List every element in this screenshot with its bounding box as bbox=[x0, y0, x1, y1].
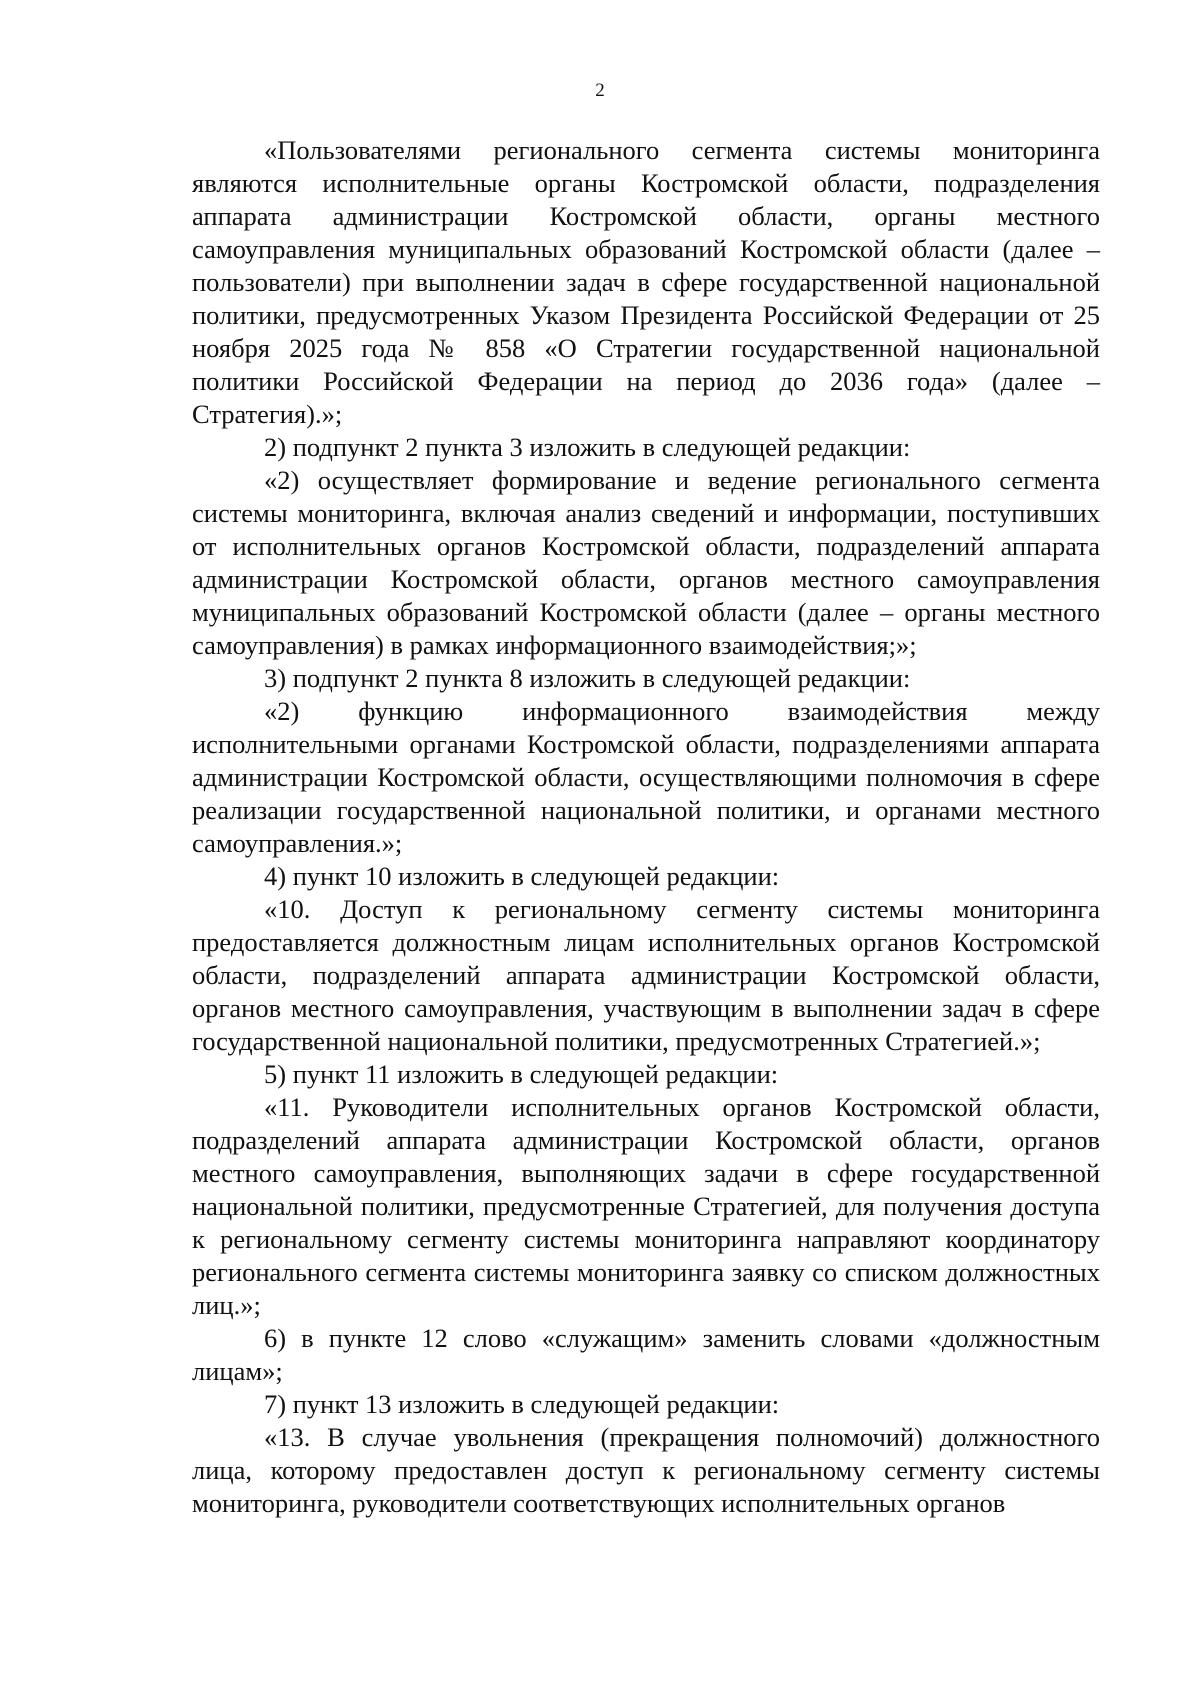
paragraph-item-7-heading: 7) пункт 13 изложить в следующей редакции: bbox=[264, 1389, 780, 1419]
paragraph-item-2-heading: 2) подпункт 2 пункта 3 изложить в следующей редакции: bbox=[264, 432, 911, 462]
paragraph-item-6: 6) в пункте 12 слово «служащим» заменить словами «должностным лицам»; bbox=[192, 1323, 1100, 1386]
paragraph-users-definition: «Пользователями регионального сегмента системы мониторинга являются исполнительные органы Костромской области, подразделения аппарата администрации Костромской области, органы местного самоуправления муниципальных образований Костромской области (далее – пользователи) при выполнении задач в сфере государственной национальной политики, предусмотренных Указом Президента Российской Федерации от 25 ноября 2025 года № 858 «О Стратегии государственной национальной политики Российской Федерации на период до 2036 года» (далее – Стратегия).»; bbox=[192, 135, 1100, 429]
paragraph-item-7-text: «13. В случае увольнения (прекращения полномочий) должностного лица, которому предоставлен доступ к региональному сегменту системы мониторинга, руководители соответствующих исполнительных органов bbox=[192, 1422, 1100, 1518]
paragraph-item-3-text: «2) функцию информационного взаимодействия между исполнительными органами Костромской области, подразделениями аппарата администрации Костромской области, осуществляющими полномочия в сфере реализации государственной национальной политики, и органами местного самоуправления.»; bbox=[192, 696, 1100, 858]
paragraph-item-4-heading: 4) пункт 10 изложить в следующей редакции: bbox=[264, 861, 780, 891]
paragraph-item-3-heading: 3) подпункт 2 пункта 8 изложить в следующей редакции: bbox=[264, 663, 911, 693]
paragraph-item-4-text: «10. Доступ к региональному сегменту системы мониторинга предоставляется должностным лицам исполнительных органов Костромской области, подразделений аппарата администрации Костромской области, органов местного самоуправления, участвующим в выполнении задач в сфере государственной национальной политики, предусмотренных Стратегией.»; bbox=[192, 894, 1100, 1056]
paragraph-item-5-heading: 5) пункт 11 изложить в следующей редакции: bbox=[264, 1059, 779, 1089]
paragraph-item-2-text: «2) осуществляет формирование и ведение регионального сегмента системы мониторинга, включая анализ сведений и информации, поступивших от исполнительных органов Костромской области, подразделений аппарата администрации Костромской области, органов местного самоуправления муниципальных образований Костромской области (далее – органы местного самоуправления) в рамках информационного взаимодействия;»; bbox=[192, 465, 1100, 660]
paragraph-item-5-text: «11. Руководители исполнительных органов Костромской области, подразделений аппарата администрации Костромской области, органов местного самоуправления, выполняющих задачи в сфере государственной национальной политики, предусмотренные Стратегией, для получения доступа к региональному сегменту системы мониторинга направляют координатору регионального сегмента системы мониторинга заявку со списком должностных лиц.»; bbox=[192, 1092, 1100, 1320]
page-number: 2 bbox=[595, 80, 605, 101]
document-body bbox=[192, 134, 1100, 1520]
